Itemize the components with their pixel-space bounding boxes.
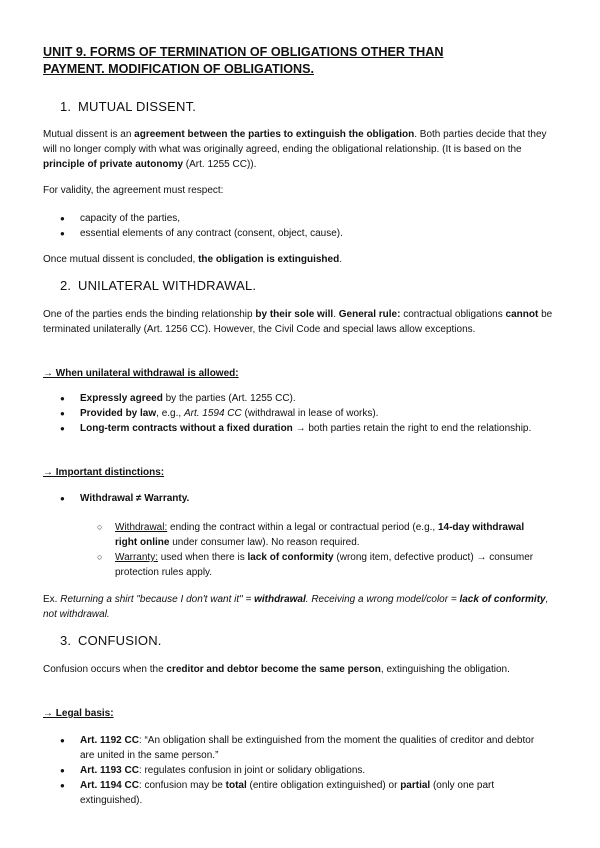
distinctions-list: [60, 491, 550, 506]
section-number: 1.: [60, 99, 72, 114]
section-heading-mutual-dissent: [60, 99, 196, 114]
list-item: ● Art. 1193 CC: regulates confusion in joint or solidary obligations.: [60, 763, 550, 778]
section-heading-unilateral-withdrawal: [60, 278, 256, 293]
distinctions-sublist: [97, 520, 537, 580]
unit-title: [43, 44, 563, 78]
paragraph-mutual-dissent-definition: Mutual dissent is an agreement between the parties to extinguish the obligation. Both parties decide that they will no longer comply with what was originally agreed, ending the obligational relationship. (It is based on the principle of private autonomy (Art. 1255 CC)).: [43, 129, 547, 170]
subheading-legal-basis: → Legal basis:: [43, 708, 114, 719]
list-item: ○ Withdrawal: ending the contract within a legal or contractual period (e.g., 14-day withdrawal right online under consumer law). No reason required.: [97, 520, 537, 550]
list-item: ● Withdrawal ≠ Warranty.: [60, 491, 550, 506]
list-item: ● capacity of the parties,: [60, 211, 550, 226]
unit-title-line-1: UNIT 9. FORMS OF TERMINATION OF OBLIGATIONS OTHER THAN: [43, 45, 444, 59]
paragraph-unilateral-definition: One of the parties ends the binding relationship by their sole will. General rule: contractual obligations cannot be terminated unilaterally (Art. 1256 CC). However, the Civil Code and special laws allow exceptions.: [43, 309, 553, 335]
paragraph-confusion-definition: Confusion occurs when the creditor and debtor become the same person, extinguishing the obligation.: [43, 664, 510, 675]
list-item: ● Provided by law, e.g., Art. 1594 CC (withdrawal in lease of works).: [60, 406, 550, 421]
section-number: 3.: [60, 633, 72, 648]
validity-list: [60, 211, 550, 241]
paragraph-validity: For validity, the agreement must respect:: [43, 185, 224, 196]
section-title: CONFUSION.: [78, 633, 162, 648]
list-item: ○ Warranty: used when there is lack of conformity (wrong item, defective product) → consumer protection rules apply.: [97, 550, 537, 580]
list-item: ● Expressly agreed by the parties (Art. 1255 CC).: [60, 391, 550, 406]
paragraph-extinguished: Once mutual dissent is concluded, the obligation is extinguished.: [43, 254, 342, 265]
section-heading-confusion: [60, 633, 162, 648]
legal-basis-list: [60, 733, 550, 808]
list-item: ● Art. 1192 CC: “An obligation shall be extinguished from the moment the qualities of creditor and debtor are united in the same person.”: [60, 733, 550, 763]
allowed-list: [60, 391, 550, 436]
list-item: ● essential elements of any contract (consent, object, cause).: [60, 226, 550, 241]
subheading-when-allowed: → When unilateral withdrawal is allowed:: [43, 368, 239, 379]
paragraph-example: Ex. Returning a shirt "because I don't want it" = withdrawal. Receiving a wrong model/color = lack of conformity, not withdrawal.: [43, 594, 549, 620]
subheading-important-distinctions: → Important distinctions:: [43, 467, 165, 478]
unit-title-line-2: PAYMENT. MODIFICATION OF OBLIGATIONS.: [43, 62, 314, 76]
list-item: ● Long-term contracts without a fixed duration → both parties retain the right to end the relationship.: [60, 421, 550, 436]
section-title: MUTUAL DISSENT.: [78, 99, 197, 114]
section-number: 2.: [60, 278, 72, 293]
section-title: UNILATERAL WITHDRAWAL.: [78, 278, 257, 293]
list-item: ● Art. 1194 CC: confusion may be total (entire obligation extinguished) or partial (only one part extinguished).: [60, 778, 550, 808]
